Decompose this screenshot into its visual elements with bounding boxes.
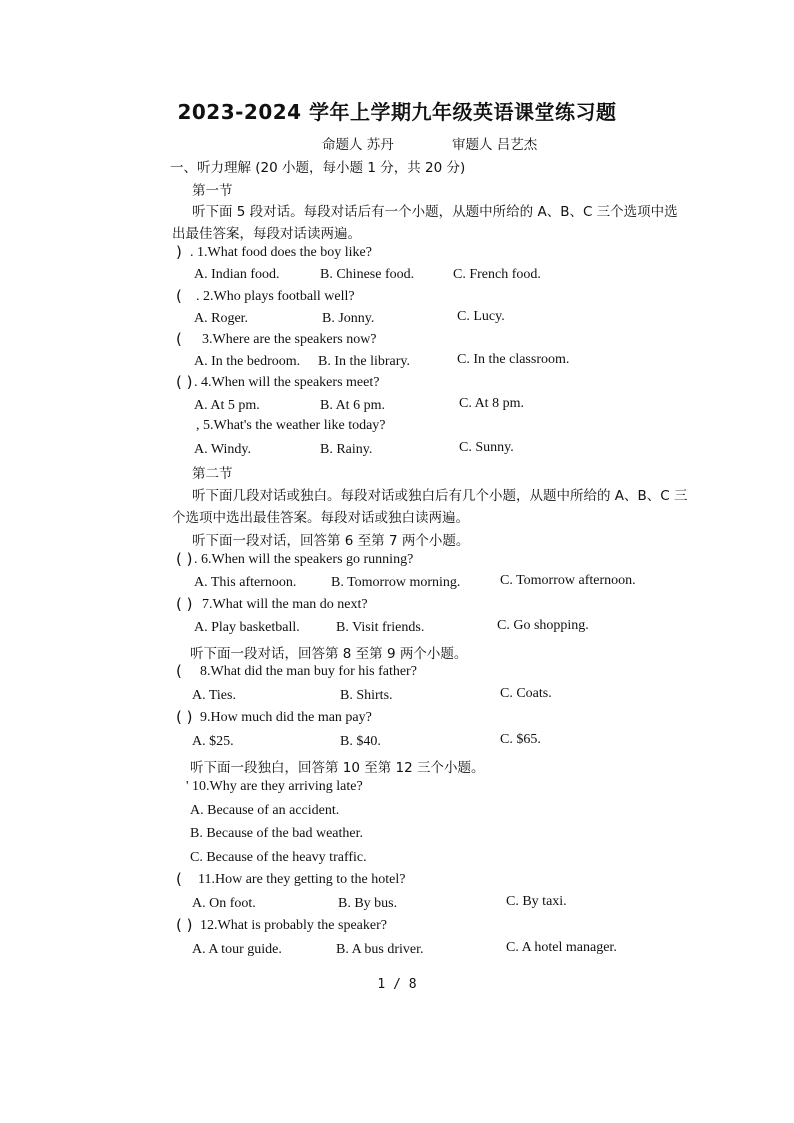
option-b: B. Visit friends. [336,620,425,635]
option-c: C. Because of the heavy traffic. [190,850,367,865]
page-title: 2023-2024 学年上学期九年级英语课堂练习题 [177,100,617,124]
question-text: . 1.What food does the boy like? [190,245,372,260]
option-c: C. By taxi. [506,894,567,909]
option-b: B. Rainy. [320,442,373,457]
option-b: B. By bus. [338,896,398,911]
section-heading: 一、听力理解 (20 小题，每小题 1 分，共 20 分) [170,160,466,176]
question-text: , 5.What's the weather like today? [196,418,386,433]
answer-bracket[interactable]: ( ) [176,373,193,391]
part1-instruction-1: 听下面 5 段对话。每段对话后有一个小题，从题中所给的 A、B、C 三个选项中选 [192,204,678,220]
question-text: 11.How are they getting to the hotel? [198,872,406,887]
option-b: B. At 6 pm. [320,398,385,413]
answer-bracket[interactable]: ( ) [176,708,193,726]
question-text: 3.Where are the speakers now? [202,332,377,347]
option-b: B. Because of the bad weather. [190,826,363,841]
group-instruction: 听下面一段独白，回答第 10 至第 12 三个小题。 [190,760,485,776]
group-instruction: 听下面一段对话，回答第 8 至第 9 两个小题。 [190,646,468,662]
option-a: A. In the bedroom. [194,354,301,369]
option-c: C. Lucy. [457,309,505,324]
option-b: B. $40. [340,734,381,749]
option-b: B. Chinese food. [320,267,415,282]
option-a: A. This afternoon. [194,575,297,590]
question-text: 7.What will the man do next? [202,597,368,612]
option-b: B. Tomorrow morning. [331,575,461,590]
option-a: A. Roger. [194,311,249,326]
part1-label: 第一节 [192,183,233,199]
part2-instruction-2: 个选项中选出最佳答案。每段对话或独白读两遍。 [172,510,469,526]
answer-bracket[interactable]: ) [176,243,182,261]
answer-bracket[interactable]: ( [176,330,182,348]
answer-bracket[interactable]: ( ) [176,916,193,934]
answer-bracket[interactable]: ( ) [176,550,193,568]
option-a: A. Indian food. [194,267,280,282]
group-instruction: 听下面一段对话，回答第 6 至第 7 两个小题。 [192,533,470,549]
part2-label: 第二节 [192,466,233,482]
option-c: C. Sunny. [459,440,514,455]
option-a: A. A tour guide. [192,942,282,957]
option-b: B. A bus driver. [336,942,424,957]
option-a: A. $25. [192,734,234,749]
part2-instruction-1: 听下面几段对话或独白。每段对话或独白后有几个小题，从题中所给的 A、B、C 三 [192,488,688,504]
option-a: A. Because of an accident. [190,803,340,818]
option-c: C. $65. [500,732,541,747]
option-b: B. In the library. [318,354,411,369]
answer-bracket[interactable]: ( ) [176,595,193,613]
option-c: C. Tomorrow afternoon. [500,573,636,588]
answer-bracket[interactable]: ( [176,662,182,680]
option-c: C. Coats. [500,686,552,701]
option-c: C. In the classroom. [457,352,570,367]
option-b: B. Jonny. [322,311,375,326]
option-c: C. Go shopping. [497,618,589,633]
option-c: C. French food. [453,267,541,282]
part1-instruction-2: 出最佳答案，每段对话读两遍。 [172,226,361,242]
option-a: A. Windy. [194,442,251,457]
option-a: A. On foot. [192,896,256,911]
question-text: 9.How much did the man pay? [200,710,372,725]
answer-bracket[interactable]: ( [176,287,182,305]
question-text: . 6.When will the speakers go running? [194,552,414,567]
option-a: A. At 5 pm. [194,398,260,413]
question-text: . 2.Who plays football well? [196,289,355,304]
option-c: C. A hotel manager. [506,940,617,955]
question-text: . 4.When will the speakers meet? [194,375,380,390]
option-a: A. Play basketball. [194,620,300,635]
option-a: A. Ties. [192,688,236,703]
question-text: 8.What did the man buy for his father? [200,664,417,679]
question-text: ' 10.Why are they arriving late? [186,779,363,794]
question-text: 12.What is probably the speaker? [200,918,387,933]
option-b: B. Shirts. [340,688,393,703]
option-c: C. At 8 pm. [459,396,524,411]
answer-bracket[interactable]: ( [176,870,182,888]
author-name: 命题人 苏丹 [322,137,394,153]
page-number: 1 / 8 [377,977,417,992]
reviewer-name: 审题人 吕艺杰 [452,137,538,153]
